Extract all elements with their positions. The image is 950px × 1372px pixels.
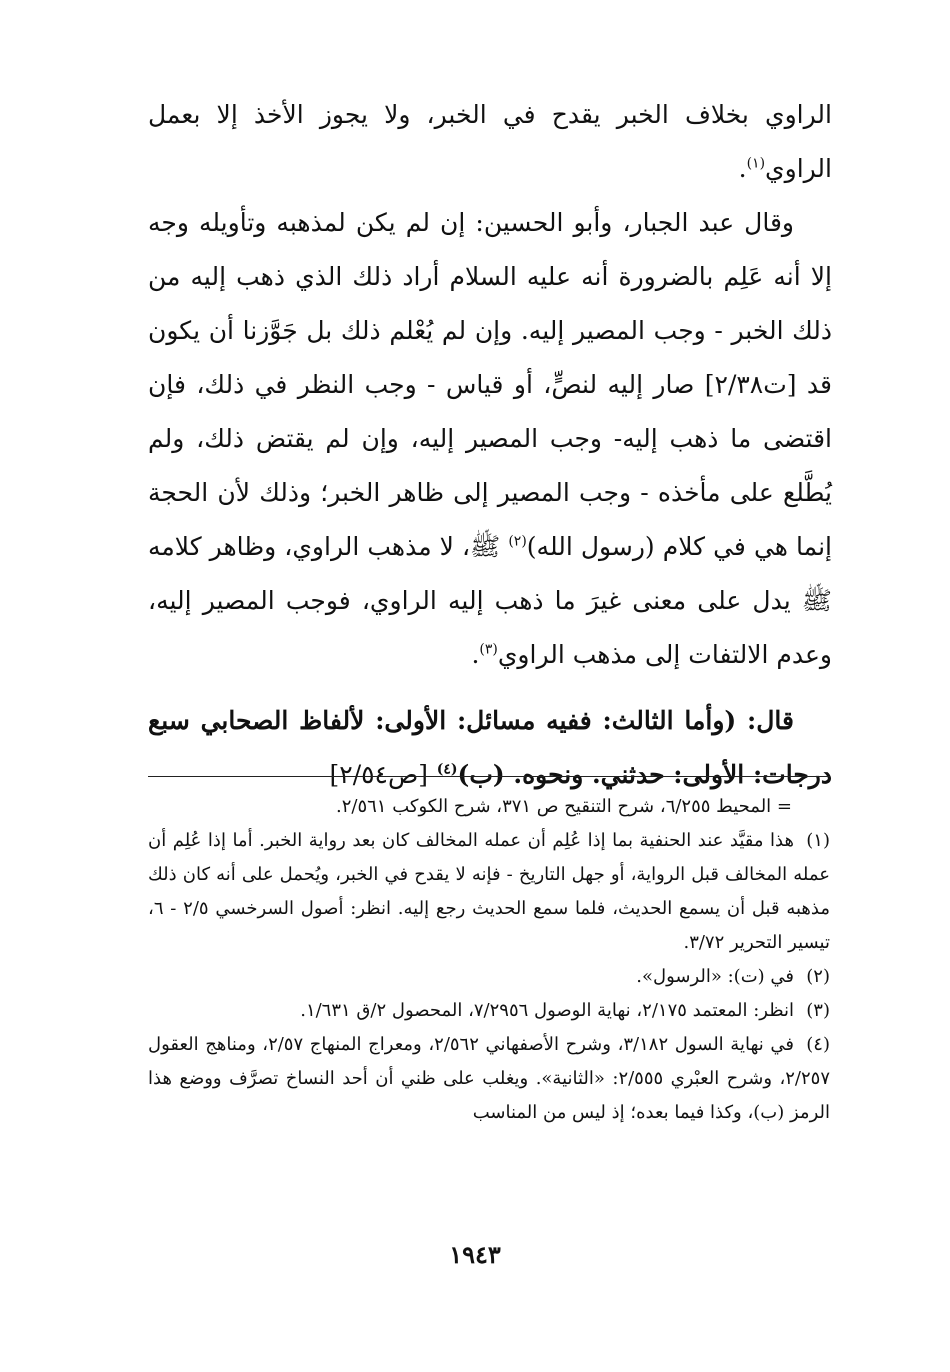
footnote-ref-2[interactable]: (٢)	[508, 533, 527, 550]
page-number: ١٩٤٣	[449, 1240, 501, 1269]
footnote-2: (٢)في (ت): «الرسول».	[148, 960, 830, 994]
footnote-number: (٤)	[806, 1034, 830, 1055]
footnote-4: (٤)في نهاية السول ٣/١٨٢، وشرح الأصفهاني ٢/٥٦٢، ومعراج المنهاج ٢/٥٧، ومناهج العقول ٢/٢٥٧، وشرح العبْري ٢/٥٥٥: «الثانية». ويغلب على ظني أن أحد النساخ تصرَّف ووضع هذا الرمز (ب)، وكذا فيما بعده؛ إذ ليس من المناسب	[148, 1028, 830, 1130]
footnote-ref-4[interactable]: (٤)	[436, 761, 458, 778]
footnote-number: (٢)	[806, 966, 830, 987]
paragraph-abd-al-jabbar: وقال عبد الجبار، وأبو الحسين: إن لم يكن لمذهبه وتأويله وجه إلا أنه عَلِم بالضرورة أنه عليه السلام أراد ذلك الذي ذهب إليه من ذلك الخبر - وجب المصير إليه. وإن لم يُعْلم ذلك بل جَوَّزنا أن يكون قد [ت٢/٣٨] صار إليه لنصٍّ، أو قياس - وجب النظر في ذلك، فإن اقتضى ما ذهب إليه- وجب المصير إليه، وإن لم يقتض ذلك، ولم يُطَّلع على مأخذه - وجب المصير إلى ظاهر الخبر؛ وذلك لأن الحجة إنما هي في كلام (رسول الله)$^{(٢)}$ ﷺ، لا مذهب الراوي، وظاهر كلامه ﷺ يدل على معنى غيرَ ما ذهب إليه الراوي، فوجب المصير إليه، وعدم الالتفات إلى مذهب الراوي$^{(٣)}$.	[148, 208, 832, 669]
manuscript-marker-t: [ت٢/٣٨]	[704, 370, 797, 399]
footnote-ref-3[interactable]: (٣)	[479, 641, 498, 658]
main-text	[148, 88, 832, 802]
footnote-continuation: = المحيط ٦/٢٥٥، شرح التنقيح ص ٣٧١، شرح الكوكب ٢/٥٦١.	[336, 796, 792, 817]
footnote-number: (٣)	[806, 1000, 830, 1021]
footnote-3: (٣)انظر: المعتمد ٢/١٧٥، نهاية الوصول ٧/٢٩٥٦، المحصول ٢/ق ١/٦٣١.	[148, 994, 830, 1028]
footnote-1: (١)هذا مقيَّد عند الحنفية بما إذا عُلِم أن عمله المخالف كان بعد رواية الخبر. أما إذا عُلِم أن عمله المخالف قبل الرواية، أو جهل التاريخ - فإنه لا يقدح في الخبر، ويُحمل على أنه كان ذلك مذهبه قبل أن يسمع الحديث، فلما سمع الحديث رجع إليه. انظر: أصول السرخسي ٢/٥ - ٦، تيسير التحرير ٣/٧٢.	[148, 824, 830, 960]
footnotes	[148, 790, 830, 1130]
paragraph-continuation: الراوي بخلاف الخبر يقدح في الخبر، ولا يجوز الأخذ إلا بعمل الراوي$^{(١)}$.	[148, 100, 832, 183]
paragraph-matn-quote: قال: (وأما الثالث: ففيه مسائل: الأولى: لألفاظ الصحابي سبع درجات: الأولى: حدثني. ونحوه. (ب)$^{(٤)}$ [ص٢/٥٤]	[148, 706, 832, 789]
footnote-ref-1[interactable]: (١)	[746, 155, 766, 172]
footnote-number: (١)	[806, 830, 830, 851]
manuscript-marker-s: [ص٢/٥٤]	[329, 760, 428, 789]
footnote-separator	[148, 776, 830, 777]
